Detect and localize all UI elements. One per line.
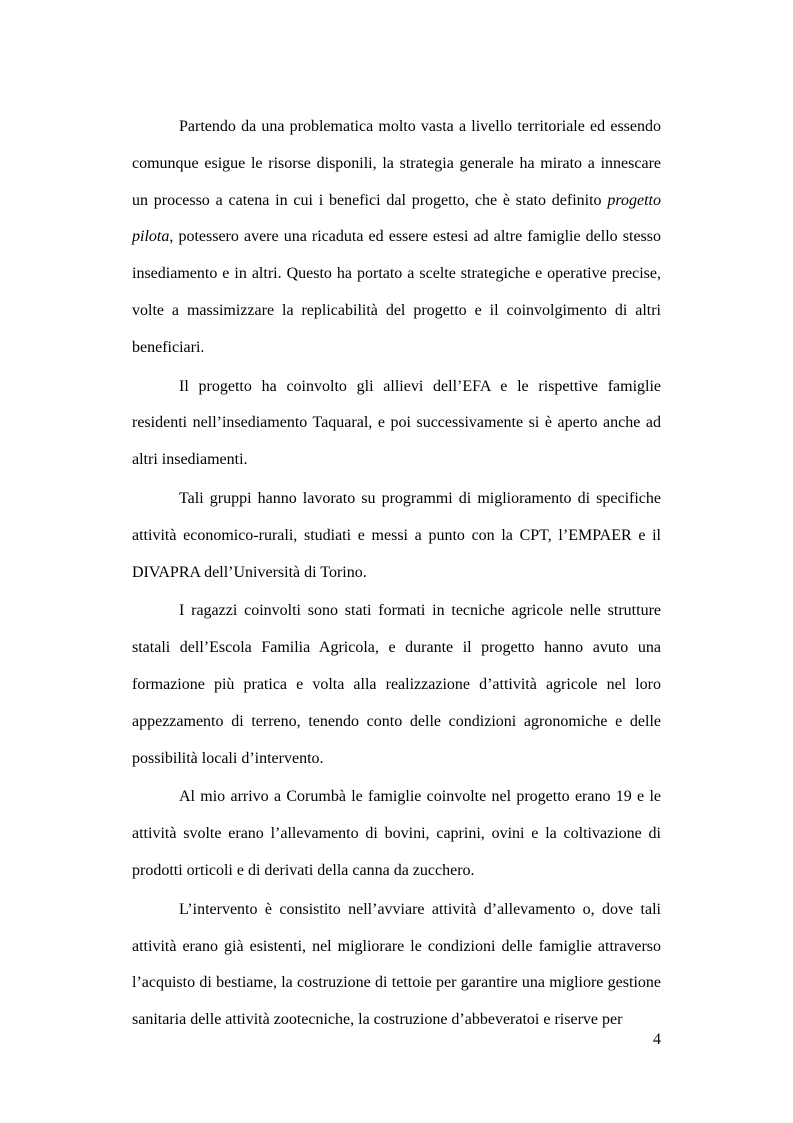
paragraph-2: Il progetto ha coinvolto gli allievi dell’EFA e le rispettive famiglie residenti nell’insediamento Taquaral, e poi successivamente si è aperto anche ad altri insediamenti. xyxy=(132,377,661,469)
page-number: 4 xyxy=(653,1031,661,1048)
paragraph-1-emphasis: progetto pilota xyxy=(132,191,661,246)
paragraph-4: I ragazzi coinvolti sono stati formati in tecniche agricole nelle strutture statali dell’Escola Familia Agricola, e durante il progetto hanno avuto una formazione più pratica e volta alla realizzazione d’attività agricole nel loro appezzamento di terreno, tenendo conto delle condizioni agronomiche e delle possibilità locali d’intervento. xyxy=(132,602,661,767)
paragraph-5: Al mio arrivo a Corumbà le famiglie coinvolte nel progetto erano 19 e le attività svolte erano l’allevamento di bovini, caprini, ovini e la coltivazione di prodotti orticoli e di derivati della canna da zucchero. xyxy=(132,788,661,879)
paragraph-6: L’intervento è consistito nell’avviare attività d’allevamento o, dove tali attività erano già esistenti, nel migliorare le condizioni delle famiglie attraverso l’acquisto di bestiame, la costruzione di tettoie per garantire una migliore gestione sanitaria delle attività zootecniche, la costruzione d’abbeveratoi e riserve per xyxy=(132,900,661,1029)
paragraph-3: Tali gruppi hanno lavorato su programmi di miglioramento di specifiche attività economico-rurali, studiati e messi a punto con la CPT, l’EMPAER e il DIVAPRA dell’Università di Torino. xyxy=(132,489,661,581)
paragraph-1-before: Partendo da una problematica molto vasta a livello territoriale ed essendo comunque esigue le risorse disponili, la strategia generale ha mirato a innescare un processo a catena in cui i benefici dal progetto, che è stato definito xyxy=(132,118,661,209)
paragraph-1-after: , potessero avere una ricaduta ed essere estesi ad altre famiglie dello stesso insediamento e in altri. Questo ha portato a scelte strategiche e operative precise, volte a massimizzare la replicabilità del progetto e il coinvolgimento di altri beneficiari. xyxy=(132,228,661,356)
paragraph-1 xyxy=(132,109,661,367)
document-body xyxy=(132,109,661,1041)
